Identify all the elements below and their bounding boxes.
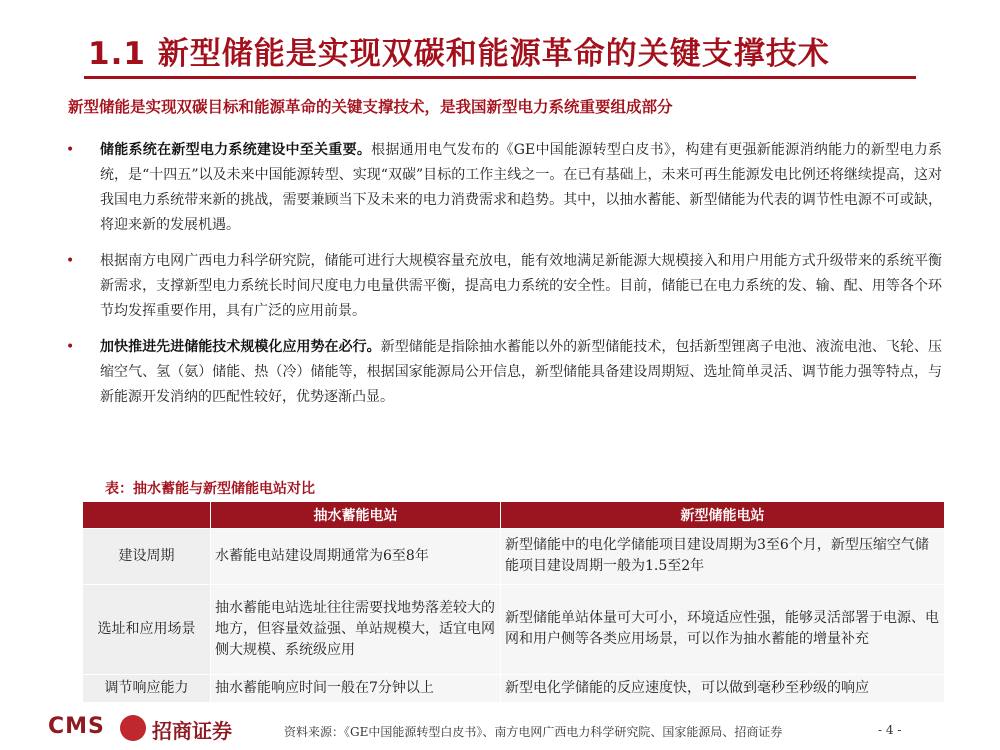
row-label: 选址和应用场景 bbox=[83, 584, 211, 674]
row-label: 建设周期 bbox=[83, 528, 211, 584]
table-header-row bbox=[83, 502, 945, 528]
cell-new: 新型储能中的电化学储能项目建设周期为3至6个月，新型压缩空气储能项目建设周期一般为1.5至2年 bbox=[501, 528, 945, 584]
cell-new: 新型储能单站体量可大可小，环境适应性强，能够灵活部署于电源、电网和用户侧等各类应用场景，可以作为抽水蓄能的增量补充 bbox=[501, 584, 945, 674]
logo-chinese-text: 招商证券 bbox=[152, 719, 232, 743]
page-number: - 4 - bbox=[878, 723, 902, 737]
section-subtitle: 新型储能是实现双碳目标和能源革命的关键支撑技术，是我国新型电力系统重要组成部分 bbox=[68, 97, 673, 116]
comparison-table bbox=[82, 502, 945, 703]
cell-new: 新型电化学储能的反应速度快，可以做到毫秒至秒级的响应 bbox=[501, 674, 945, 702]
page-title: 1.1 新型储能是实现双碳和能源革命的关键支撑技术 bbox=[88, 36, 830, 72]
table-header-new: 新型储能电站 bbox=[501, 502, 945, 528]
cell-pumped: 抽水蓄能响应时间一般在7分钟以上 bbox=[211, 674, 501, 702]
row-label: 调节响应能力 bbox=[83, 674, 211, 702]
table-header-corner bbox=[83, 502, 211, 528]
source-note: 资料来源：《GE中国能源转型白皮书》、南方电网广西电力科学研究院、国家能源局、招商证券 bbox=[284, 725, 783, 739]
bullet-body: 根据通用电气发布的《GE中国能源转型白皮书》，构建有更强新能源消纳能力的新型电力系统，是“十四五”以及未来中国能源转型、实现“双碳”目标的工作主线之一。在已有基础上，未来可再生能源发电比例还将继续提高，这对我国电力系统带来新的挑战，需要兼顾当下及未来的电力消费需求和趋势。其中，以抽水蓄能、新型储能为代表的调节性电源不可或缺，将迎来新的发展机遇。 bbox=[100, 142, 942, 233]
table-header-pumped: 抽水蓄能电站 bbox=[211, 502, 501, 528]
bullet-lead: 加快推进先进储能技术规模化应用势在必行。 bbox=[100, 339, 381, 355]
bullet-marker: • bbox=[66, 339, 75, 355]
bullet-item bbox=[62, 138, 942, 238]
bullet-list bbox=[62, 138, 942, 421]
bullet-text bbox=[100, 249, 942, 324]
bullet-body: 新型储能是指除抽水蓄能以外的新型储能技术，包括新型锂离子电池、液流电池、飞轮、压缩空气、氢（氨）储能、热（冷）储能等，根据国家能源局公开信息，新型储能具备建设周期短、选址简单灵活、调节能力强等特点，与新能源开发消纳的匹配性较好，优势逐渐凸显。 bbox=[100, 339, 943, 405]
company-logo bbox=[48, 714, 273, 742]
table-row bbox=[83, 584, 945, 674]
title-underline bbox=[84, 76, 916, 79]
cell-pumped: 水蓄能电站建设周期通常为6至8年 bbox=[211, 528, 501, 584]
bullet-body: 根据南方电网广西电力科学研究院，储能可进行大规模容量充放电，能有效地满足新能源大规模接入和用户用能方式升级带来的系统平衡新需求，支撑新型电力系统长时间尺度电力电量供需平衡，提高电力系统的安全性。目前，储能已在电力系统的发、输、配、用等各个环节均发挥重要作用，具有广泛的应用前景。 bbox=[100, 253, 942, 319]
logo-latin-text: CMS bbox=[48, 714, 105, 739]
table-row bbox=[83, 674, 945, 702]
logo-emblem-icon bbox=[120, 715, 146, 741]
cell-pumped: 抽水蓄能电站选址往往需要找地势落差较大的地方，但容量效益强、单站规模大，适宜电网侧大规模、系统级应用 bbox=[211, 584, 501, 674]
table-row bbox=[83, 528, 945, 584]
bullet-text bbox=[100, 335, 942, 410]
table-caption: 表：抽水蓄能与新型储能电站对比 bbox=[105, 481, 315, 497]
bullet-text bbox=[100, 138, 942, 238]
bullet-item bbox=[62, 335, 942, 410]
bullet-item bbox=[62, 249, 942, 324]
bullet-lead: 储能系统在新型电力系统建设中至关重要。 bbox=[100, 142, 372, 158]
bullet-marker: • bbox=[66, 142, 75, 158]
bullet-marker: • bbox=[66, 253, 75, 269]
